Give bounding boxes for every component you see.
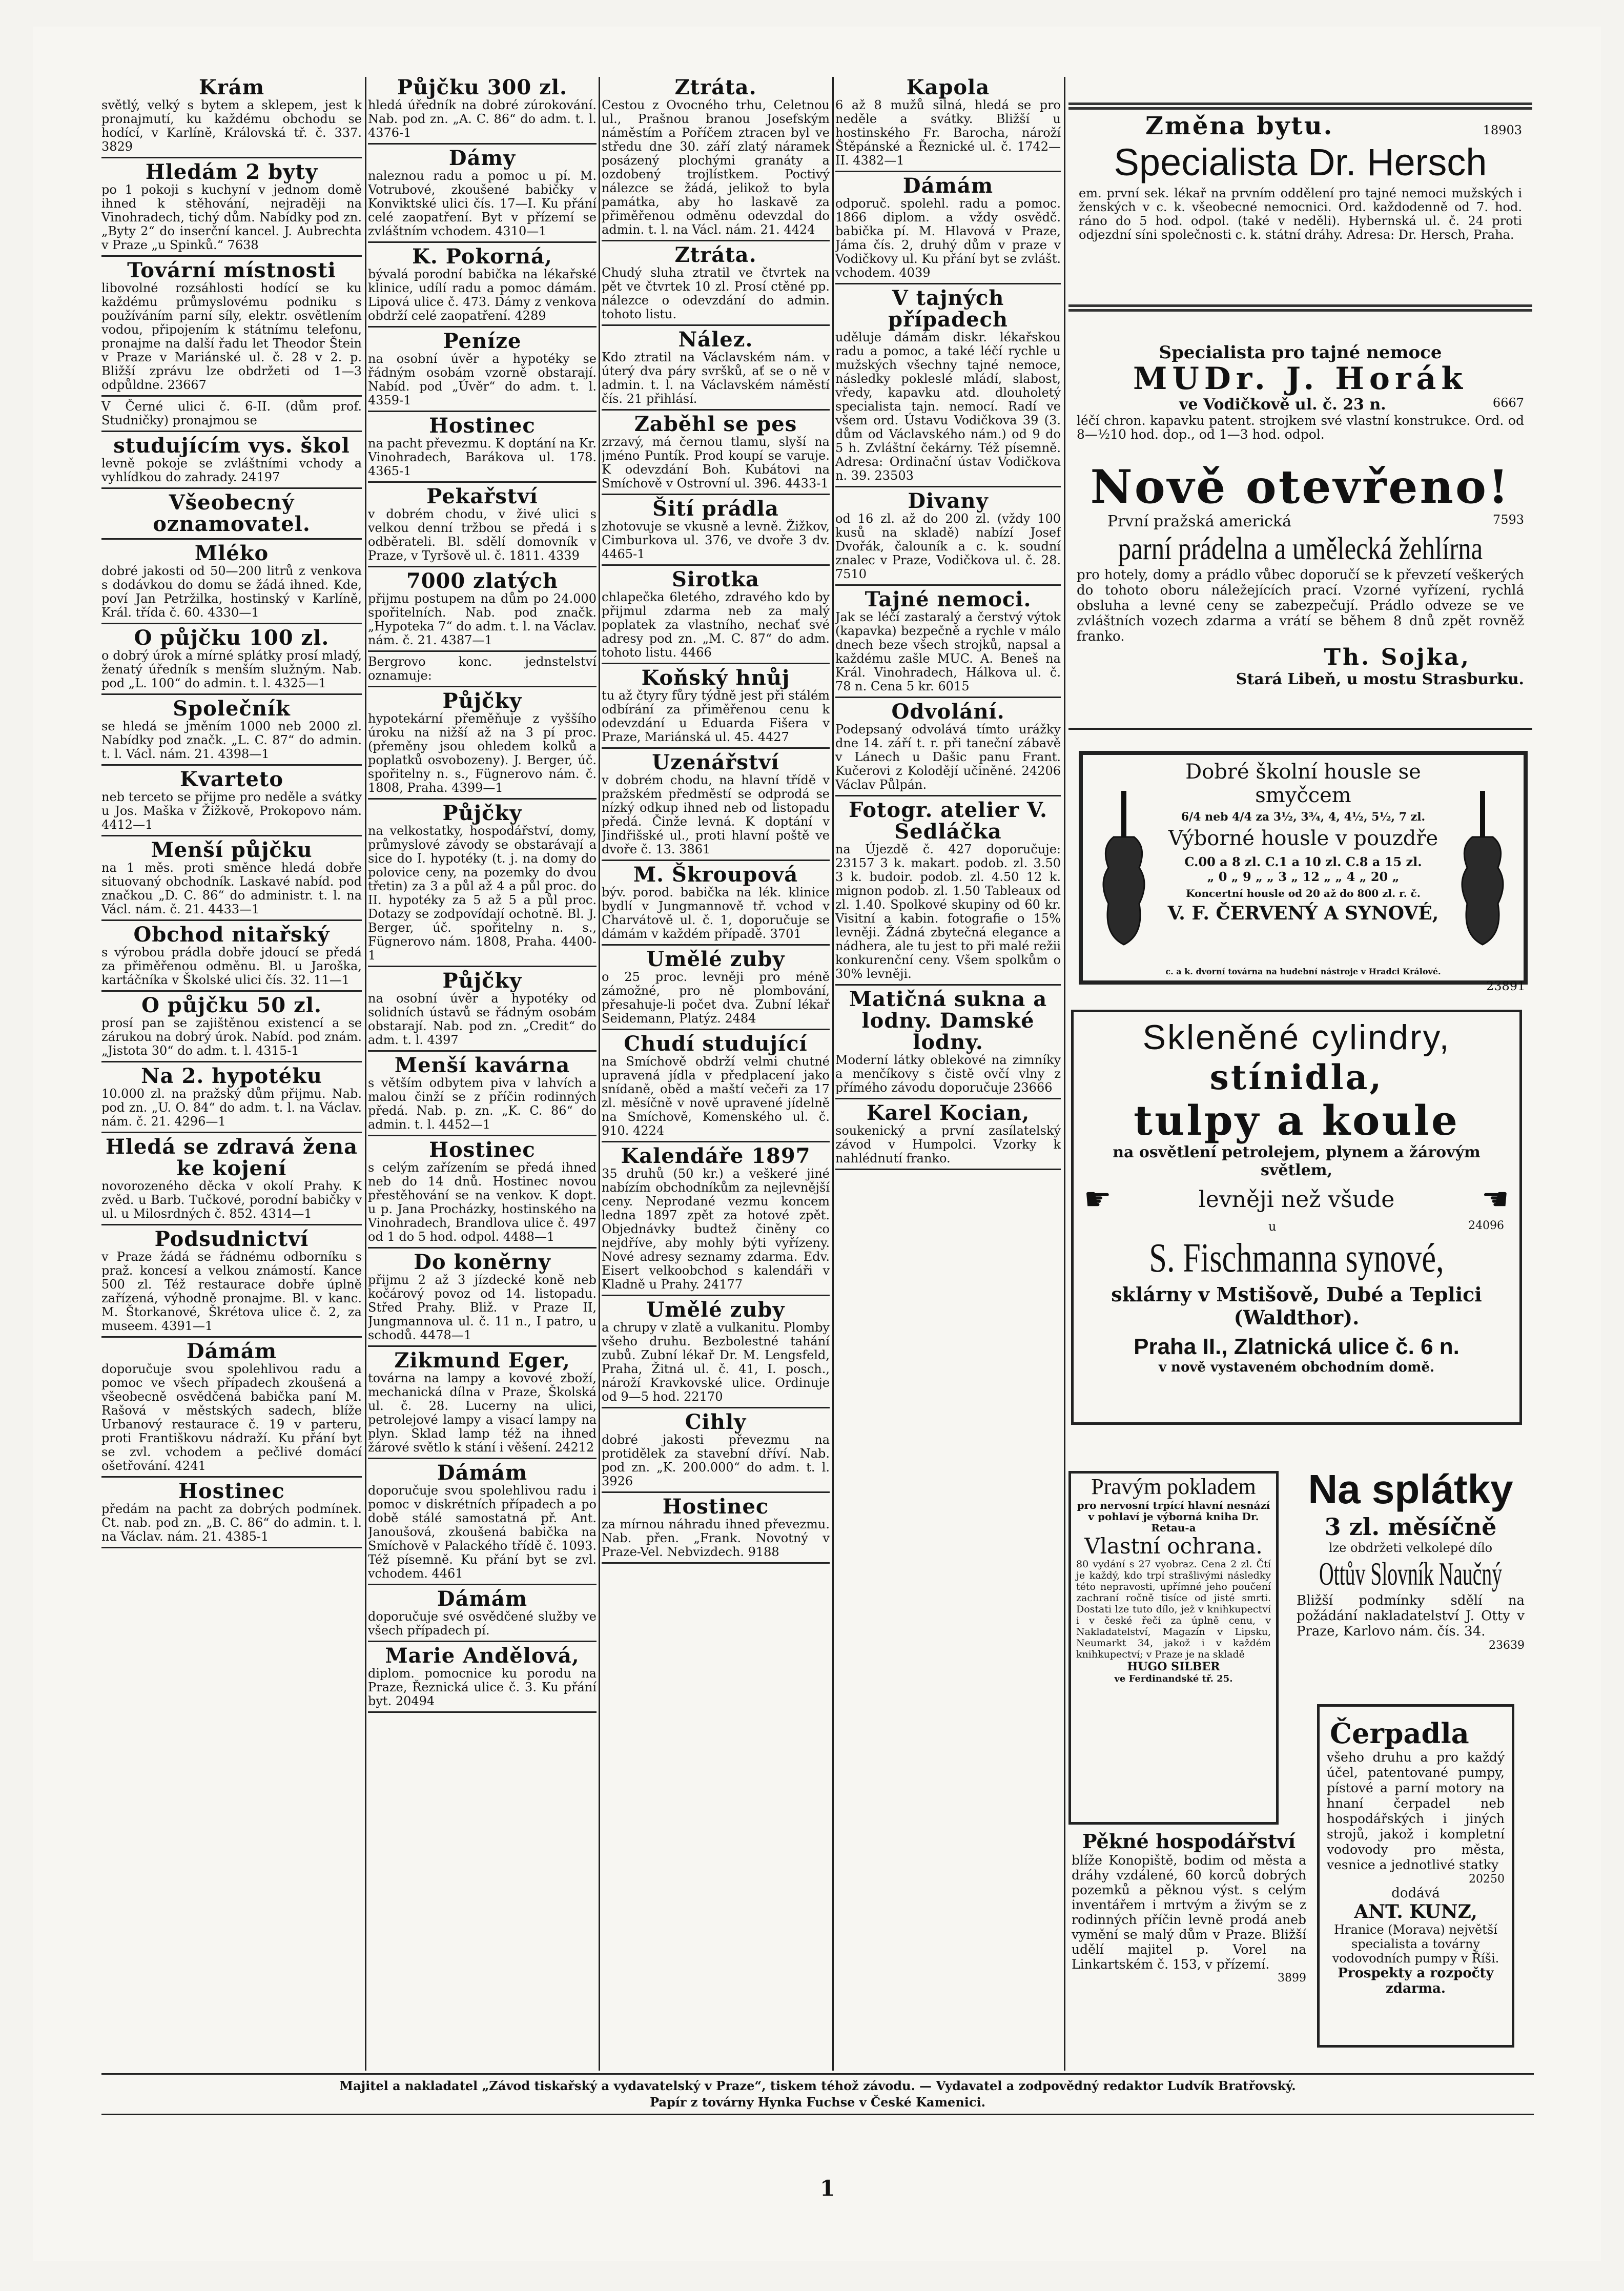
ad-heading: Na 2. hypotéku: [141, 1064, 322, 1088]
ad-heading: Půjčky: [442, 969, 522, 993]
ad-name: HUGO SILBER: [1127, 1660, 1220, 1673]
classified-ad: [368, 1055, 597, 1136]
ad-heading: Divany: [908, 489, 989, 513]
classified-ad: [602, 1496, 830, 1564]
ad-body: doporučuje svou spolehlivou radu a pomoc ve všech případech zkoušená a všeobecně osvědčená babička paní M. Rašová v městských sadech, blíže Urbanový restaurace č. 19 v parteru, proti Františkovu nádraží. Ku přání byt se zvl. vchodem a pečlivé domácí ošetřování. 4241: [101, 1362, 362, 1473]
ad-heading: Cihly: [685, 1410, 747, 1434]
classified-ad: [602, 1146, 830, 1296]
classified-ad: [835, 77, 1061, 172]
column-1: [101, 77, 362, 2071]
violin-icon: [1093, 791, 1155, 965]
ad-hospodarstvi: [1068, 1830, 1309, 2060]
ad-body: 35 druhů (50 kr.) a veškeré jiné nabízím obchodníkům za nejlevnější ceny. Neprodané vezmu koncem ledna 1897 zpět za hotové zpět. Objednávky budtež činěny co nejdříve, aby mohly býti vyřízeny. Nové adresy seznamy zdarma. Edv. Eisert velkoobchod s kalendáři v Kladně u Prahy. 24177: [602, 1167, 830, 1292]
ad-body: na pacht převezmu. K doptání na Kr. Vinohradech, Barákova ul. 178. 4365-1: [368, 436, 597, 478]
ad-name: ANT. KUNZ,: [1354, 1901, 1477, 1922]
ad-line: „ 0 „ 9 „ „ 3 „ 12 „ „ 4 „ 20 „: [1207, 869, 1400, 884]
classified-ad: [368, 690, 597, 800]
ad-name: Specialista Dr. Hersch: [1114, 141, 1487, 183]
ad-number: 20250: [1469, 1873, 1505, 1886]
column-rule: [365, 77, 366, 2071]
ad-line: Výborné housle v pouzdře: [1168, 827, 1438, 850]
ad-body: v dobrém chodu, v živé ulici s velkou denní tržbou se předá i s odběrateli. Bl. sdělí domovník v Praze, v Tyršově ul. č. 1811. 4339: [368, 507, 597, 563]
ad-number: 3899: [1278, 1972, 1306, 1985]
ad-line: sklárny v Mstišově, Dubé a Teplici (Waldthor).: [1111, 1283, 1482, 1329]
ad-title: Změna bytu.: [1145, 112, 1334, 140]
classified-ad: [602, 414, 830, 495]
classified-ad: [602, 244, 830, 326]
ad-line: c. a k. dvorní továrna na hudební nástroje v Hradci Králové.: [1165, 967, 1441, 976]
ad-line: Na splátky: [1308, 1466, 1513, 1512]
classified-ad: [101, 769, 362, 836]
ad-body: doporučuje své osvědčené služby ve všech případech pí.: [368, 1609, 597, 1638]
hand-pointer-icon: ☛: [1084, 1181, 1112, 1217]
column-2: [368, 77, 597, 2071]
ad-line: Čerpadla: [1330, 1717, 1469, 1750]
ad-heading: V tajných případech: [888, 286, 1008, 332]
classified-ad: [602, 329, 830, 411]
classified-ad: [368, 970, 597, 1052]
ad-body: s výrobou prádla dobře jdoucí se předá za přiměřenou odměnu. Bl. u Jaroška, kartáčníka v Školské ulici čís. 32. 11—1: [101, 945, 362, 987]
ad-body: přijmu 2 až 3 jízdecké koně neb kočárový povoz od 14. listopadu. Střed Prahy. Bliž. v Praze II, Jungmannova ul. č. 11 n., I patro, u schodů. 4478—1: [368, 1273, 597, 1342]
ad-line: Pěkné hospodářství: [1082, 1830, 1296, 1853]
classified-ad: [602, 498, 830, 566]
ad-sojka: [1068, 461, 1532, 730]
classified-ad: [602, 1412, 830, 1493]
ad-body: od 16 zl. až do 200 zl. (vždy 100 kusů na skladě) nabízí Josef Dvořák, čalouník a c. k. soudní znalec v Praze, Vodičkova ul. č. 28. 7510: [835, 512, 1061, 581]
classified-ad: [368, 803, 597, 967]
classified-ad: [101, 1136, 362, 1225]
ad-body: na Újezdě č. 427 doporučuje: 23157 3 k. makart. podob. zl. 3.50 3 k. budoir. podob. zl. 4.50 12 k. mignon podob. zl. 1.50 Tableaux od zl. 1.40. Spolkové skupiny od 60 kr. Visitní a kabin. fotografie o 15% levněji. Žádná zbytečná elegance a nádhera, ale tu jest to při malé režii konkurenční ceny. Všem spolkům o 30% levněji.: [835, 842, 1061, 981]
ad-heading: Hostinec: [429, 414, 536, 438]
ad-body: po 1 pokoji s kuchyní v jednom domě ihned k stěhování, nejraději na Vinohradech, tichý dům. Nabídky pod zn. „Byty 2“ do inserční kancel. J. Aubrechta v Praze „u Spinků.“ 7638: [101, 182, 362, 252]
classified-ad: [835, 800, 1061, 986]
classified-ad: [101, 840, 362, 921]
ad-name: MUDr. J. Horák: [1133, 361, 1468, 397]
ad-text: 80 vydání s 27 vyobraz. Cena 2 zl. Čtí je každý, kdo trpí strašlivými následky této nepravosti, upřímné jeho poučení zachraní ročně tisíce od jisté smrti. Dostati lze tuto dílo, jež v knihkupectví i v české řeči za úplně cenu, v Nakladatelství, Magazín v Lipsku, Neumarkt 34, jakož i v každém knihkupectví; v Praze je na skladě: [1076, 1559, 1271, 1660]
ad-body: naleznou radu a pomoc u pí. M. Votrubové, zkoušené babičky v Konviktské ulici čís. 17—I. Ku přání celé zaopatření. Byt v přízemí se zvláštním vchodem. 4310—1: [368, 169, 597, 238]
classified-ad: [602, 1033, 830, 1142]
classified-ad: [368, 570, 597, 652]
ad-body: Podepsaný odvolává tímto urážky dne 14. září t. r. při taneční zábavě v Lánech u Dašic panu Frant. Kučerovi z Kolodějí učiněné. 24206 Václav Půlpán.: [835, 722, 1061, 792]
ad-heading: Ztráta.: [674, 77, 757, 99]
ad-heading: Půjčky: [442, 801, 522, 825]
column-rule: [599, 77, 600, 2071]
ad-line: stínidla,: [1209, 1057, 1384, 1097]
classified-ad: [101, 400, 362, 432]
classified-ad: [368, 1645, 597, 1713]
ad-body: odporuč. spolehl. radu a pomoc. 1866 diplom. a vždy osvědč. babička pí. M. Hlavová v Praze, Jáma čís. 2, druhý dům v praze v Vodičkovy ul. Ku přání byt se zvlášt. vchodem. 4039: [835, 196, 1061, 280]
classified-ad: [368, 415, 597, 483]
ad-heading: Pekařství: [426, 484, 538, 508]
ad-body: bývalá porodní babička na lékařské klinice, udílí radu a pomoc dámám. Lipová ulice č. 473. Dámy z venkova obdrží celé zaopatření. 4289: [368, 267, 597, 323]
ad-body: tu až čtyry fůry týdně jest při stálém odbírání za přiměřenou cenu k odevzdání u Eduarda Fišera v Praze, Mariánská ul. 45. 4427: [602, 688, 830, 744]
ad-heading: K. Pokorná,: [412, 244, 552, 269]
ad-heading: Dámám: [437, 1461, 528, 1485]
ad-big: parní prádelna a umělecká žehlírna: [1118, 531, 1483, 566]
ad-body: s celým zařízením se předá ihned neb do 14 dnů. Hostinec novou přestěhování se na venkov. K dopt. u p. Jana Procházky, hostinského na Vinohradech, Brandlova ulice č. 497 od 1 do 5 hod. odpol. 4488—1: [368, 1160, 597, 1244]
classified-ad: [101, 698, 362, 766]
classified-ad: [101, 1066, 362, 1133]
ad-body: diplom. pomocnice ku porodu na Praze, Řeznická ulice č. 3. Ku přání byt. 20494: [368, 1666, 597, 1708]
ad-body: býv. porod. babička na lék. klinice bydlí v Jungmannově tř. vchod v Charvátově ul. č. 1, doporučuje se dámám v každém případě. 3701: [602, 885, 830, 941]
ad-line: 3 zl. měsíčně: [1324, 1513, 1497, 1541]
ad-heading: Hledá se zdravá žena ke kojení: [105, 1135, 358, 1180]
ad-body: V Černé ulici č. 6-II. (dům prof. Studničky) pronajmou se: [101, 399, 362, 427]
ad-name: Th. Sojka,: [1324, 644, 1471, 670]
classified-ad: [602, 569, 830, 664]
ad-heading: Peníze: [443, 329, 522, 353]
ad-heading: Sirotka: [672, 567, 759, 591]
ad-body: levně pokoje se zvláštními vchody a vyhlídkou do zahrady. 24197: [101, 456, 362, 484]
ad-body: předám na pacht za dobrých podmínek. Ct. nab. pod zn. „B. C. 86“ do admin. t. l. na Václav. nám. 21. 4385-1: [101, 1502, 362, 1544]
ad-heading: Společník: [173, 697, 291, 721]
ad-line: Dobré školní housle se smyčcem: [1185, 760, 1421, 807]
ad-line: 6/4 neb 4/4 za 3½, 3¾, 4, 4½, 5½, 7 zl.: [1181, 810, 1426, 824]
ad-text: em. první sek. lékař na prvním oddělení pro tajné nemoci mužských i ženských v c. k. všeobecné nemocnici. Ord. každodenně od 7. hod. ráno do 5 hod. odpol. (také v neděli). Hybernská ul. č. 24 proti odjezdní síni společnosti c. k. státní dráhy. Adresa: Dr. Hersch, Praha.: [1079, 186, 1522, 242]
ad-body: Chudý sluha ztratil ve čtvrtek na pět ve čtvrtek 10 zl. Prosí ctěné pp. nálezce o odevzdání do admin. tohoto listu.: [602, 265, 830, 321]
ad-body: novorozeného děcka v okolí Prahy. K zvěd. u Barb. Tučkové, porodní babičky v ul. u Milosrdných č. 852. 4314—1: [101, 1179, 362, 1221]
ad-body: uděluje dámám diskr. lékařskou radu a pomoc, a také léčí rychle u mužských všechny tajné nemoce, následky pokleslé mládí, slabost, vředy, kapavku atd. dlouholetý specialista tajn. nemocí. Radí ve všem ord. Ústavu Vodičkova 39 (3. dům od Václavského nám.) od 9 do 5 h. Zvláštní čekárny. Též písemně. Adresa: Ordinační ústav Vodičkova n. 39. 23503: [835, 330, 1061, 483]
ad-hersch: [1068, 103, 1532, 312]
ad-line: ve Ferdinandské tř. 25.: [1114, 1673, 1233, 1684]
classified-ad: [835, 701, 1061, 796]
classified-ad: [602, 1299, 830, 1408]
ad-text: pro nervosní trpící hlavní nesnází v pohlaví je výborná kniha Dr. Retau-a: [1077, 1499, 1270, 1534]
ad-body: na osobní úvěr a hypotéky od solidních ústavů se řádným osobám obstarají. Nab. pod zn. „Credit“ do adm. t. l. 4397: [368, 991, 597, 1047]
classified-ad: [368, 486, 597, 567]
ad-heading: Krám: [198, 77, 265, 99]
hand-pointer-icon: ☛: [1482, 1181, 1509, 1217]
ad-place: Stará Libeň, u mostu Strasburku.: [1236, 670, 1524, 688]
ad-heading: Chudí studující: [624, 1032, 808, 1056]
ad-line: na osvětlení petrolejem, plynem a žárovým světlem,: [1113, 1143, 1481, 1179]
classified-ad: [101, 1229, 362, 1338]
classified-ad: [368, 1252, 597, 1347]
ad-body: dobré jakosti převezmu na protidělek za stavební dříví. Nab. pod zn. „K. 200.000“ do adm. t. l. 3926: [602, 1433, 830, 1488]
ad-heading: Obchod nitařský: [133, 923, 330, 947]
classified-ad: [368, 655, 597, 687]
ad-title: Nově otevřeno!: [1090, 461, 1511, 514]
classified-ad: [835, 1102, 1061, 1170]
ad-body: továrna na lampy a kovové zboží, mechanická dílna v Praze, Školská ul. č. 28. Lucerny na ulici, petrolejové lampy a visací lampy na plyn. Sklad lamp též na ihned žárové světlo k stání i věšení. 24212: [368, 1371, 597, 1455]
ad-line: Ottův Slovník Naučný: [1319, 1556, 1503, 1592]
column-3: [602, 77, 830, 2071]
ad-housle: [1079, 751, 1528, 985]
ad-body: hledá úředník na dobré zúrokování. Nab. pod zn. „A. C. 86“ do adm. t. l. 4376-1: [368, 98, 597, 140]
ad-heading: Umělé zuby: [646, 947, 785, 971]
page-mark: 1: [820, 2176, 835, 2201]
ad-heading: Marie Andělová,: [385, 1644, 580, 1668]
classified-ad: [368, 148, 597, 243]
ad-heading: Všeobecný oznamovatel.: [153, 490, 311, 536]
ad-line: lze obdržeti velkolepé dílo: [1328, 1541, 1493, 1555]
ad-body: 6 až 8 mužů silná, hledá se pro neděle a svátky. Bližší u hostinského Fr. Barocha, nároží Štěpánské a Řeznické ul. č. 1742—II. 4382—1: [835, 98, 1061, 168]
ad-line: Praha II., Zlatnická ulice č. 6 n.: [1134, 1334, 1459, 1359]
classified-ad: [101, 627, 362, 695]
ad-body: za mírnou náhradu ihned převezmu. Nab. přen. „Frank. Novotný v Praze-Vel. Nebvizdech. 9188: [602, 1517, 830, 1559]
ad-body: světlý, velký s bytem a sklepem, jest k pronajmutí, ku každému obchodu se hodící, v Karlíně, Královská tř. č. 337. 3829: [101, 98, 362, 154]
ad-heading: Umělé zuby: [646, 1298, 785, 1322]
ad-head: Specialista pro tajné nemoce: [1159, 343, 1442, 363]
ad-splatky: [1291, 1466, 1530, 1702]
ad-heading: Tajné nemoci.: [865, 587, 1032, 611]
footer-line: Papír z továrny Hynka Fuchse v České Kamenici.: [650, 2095, 985, 2110]
ad-heading: Dámy: [448, 146, 516, 170]
ad-line: levněji než všude: [1198, 1186, 1395, 1213]
ad-heading: Kvarteto: [179, 767, 284, 791]
ad-body: hypotekární přeměňuje z vyššího úroku na nižší až na 3 pí proc. (přeměny jsou ohledem kolků a poplatků osvobozeny). J. Berger, úč. spořitelny n. s., Fügnerovo nám. č. 1808, Praha. 4399—1: [368, 711, 597, 795]
classified-ad: [602, 864, 830, 946]
classified-ad: [101, 161, 362, 257]
ad-line: S. Fischmanna synové,: [1149, 1236, 1444, 1281]
ad-heading: O půjčku 50 zl.: [141, 993, 322, 1017]
ad-heading: O půjčku 100 zl.: [134, 626, 330, 650]
ad-body: soukenický a první zasílatelský závod v Humpolci. Vzorky k nahlédnutí franko.: [835, 1123, 1061, 1165]
ad-body: Bergrovo konc. jednstelství oznamuje:: [368, 654, 597, 683]
ad-body: v Praze žádá se řádnému odborníku s praž. koncesí a velkou známostí. Kance 500 zl. Též restaurace dobře úplně zařízená, výhodně pronajme. Bl. v kanc. M. Štorkanové, Škrétova ulice č. 2, za museem. 4391—1: [101, 1250, 362, 1333]
ad-heading: Šití prádla: [652, 497, 779, 521]
classified-ad: [602, 949, 830, 1030]
ad-heading: Koňský hnůj: [641, 666, 790, 690]
ad-body: Cestou z Ovocného trhu, Celetnou ul., Prašnou branou Josefským náměstím a Poříčem ztracen byl ve středu dne 30. září zlatý náramek posázený plochými granáty a ozdobený trojlístkem. Poctivý nálezce se žádá, jelikož to byla památka, aby ho laskavě za přiměřenou odměnu odevzdal do admin. t. l. na Václ. nám. 21. 4424: [602, 98, 830, 237]
ad-line: Pravým pokladem: [1091, 1474, 1256, 1499]
ad-line: Hranice (Morava) největší specialista a továrny vodovodních pumpy v Říši.: [1332, 1922, 1499, 1966]
ad-text: léčí chron. kapavku patent. strojkem své vlastní konstrukce. Ord. od 8—½10 hod. dop., od 1—3 hod. odpol.: [1077, 413, 1524, 442]
classified-ad: [835, 989, 1061, 1099]
ad-heading: Hostinec: [662, 1495, 769, 1519]
ad-heading: Dámám: [186, 1339, 277, 1363]
ad-heading: Nález.: [678, 328, 753, 352]
ad-body: neb terceto se přijme pro neděle a svátky u Jos. Maška v Žižkově, Prokopovo nám. 4412—1: [101, 790, 362, 832]
ad-heading: Mléko: [194, 541, 269, 565]
ad-body: na 1 měs. proti směnce hledá dobře situovaný obchodník. Laskavé nabíd. pod značkou „D. C. 86“ do administr. t. l. na Václ. nám. č. 21. 4433—1: [101, 861, 362, 916]
ad-heading: Dámám: [437, 1587, 528, 1611]
classified-ad: [101, 543, 362, 624]
ad-line: Koncertní housle od 20 až do 800 zl. r. č.: [1186, 887, 1421, 899]
classified-ad: [101, 1341, 362, 1478]
classified-ad: [602, 667, 830, 749]
ad-body: prosí pan se zajištěnou existencí a se zárukou na dobrý úrok. Nabíd. pod znám. „Jistota 30“ do adm. t. l. 4315-1: [101, 1016, 362, 1058]
ad-line: C.00 a 8 zl. C.1 a 10 zl. C.8 a 15 zl.: [1184, 854, 1422, 869]
ad-heading: Do koněrny: [414, 1250, 551, 1274]
ad-heading: Menší kavárna: [394, 1053, 570, 1077]
classified-ad: [101, 77, 362, 158]
ad-heading: 7000 zlatých: [406, 569, 559, 593]
column-4: [835, 77, 1061, 2071]
ad-cerpadla: [1317, 1704, 1514, 2048]
ad-body: přijmu postupem na dům po 24.000 spořitelních. Nab. pod značk. „Hypoteka 7“ do adm. t. l. na Václav. nám. č. 21. 4387—1: [368, 591, 597, 647]
ad-body: v dobrém chodu, na hlavní třídě v pražském předměstí se odprodá se nízký odkup ihned neb od listopadu předá. Činže levná. K doptání v Jindřišské ul., proti hlavní poště ve dvoře č. 13. 3861: [602, 773, 830, 856]
ad-heading: Ztráta.: [674, 243, 757, 267]
ad-body: zhotovuje se vkusně a levně. Žižkov, Cimburkova ul. 376, ve dvoře 3 dv. 4465-1: [602, 519, 830, 561]
ad-line: ve Vodičkově ul. č. 23 n.: [1179, 396, 1386, 414]
ad-heading: studujícím vys. škol: [113, 434, 350, 458]
ad-name: V. F. ČERVENÝ A SYNOVÉ,: [1167, 903, 1439, 924]
ad-number: 23891: [1486, 979, 1526, 993]
ad-heading: Fotogr. atelier V. Sedláčka: [849, 798, 1047, 844]
ad-heading: Matičná sukna a lodny. Damské lodny.: [849, 987, 1047, 1054]
ad-body: libovolné rozsáhlosti hodící se ku každému průmyslovému podniku s používáním parní síly, elektr. osvětlením vodou, připojením k státnímu telefonu, pronajme na další řadu let Theodor Štein v Praze v Mariánské ul. č. 28 v 2. p. Bližší zprávu lze obdržeti od 1—3 odpůldne. 23667: [101, 281, 362, 392]
ad-heading: M. Škroupová: [633, 863, 798, 887]
ad-body: s větším odbytem piva v lahvích a malou činží se z příčin rodinných předá. Nab. p. zn. „K. C. 86“ do admin. t. l. 4452—1: [368, 1076, 597, 1132]
classified-ad: [101, 435, 362, 489]
classified-ad: [368, 331, 597, 412]
ad-line: Prospekty a rozpočty zdarma.: [1338, 1966, 1494, 1996]
ad-heading: Hostinec: [429, 1138, 536, 1162]
ad-title: Vlastní ochrana.: [1084, 1533, 1263, 1559]
ad-text: všeho druhu a pro každý účel, patentované pumpy, pístové a parní motory na hnaní čerpadel neb hospodářských i jiných strojů, jakož i kompletní vodovody pro města, vesnice a jednotlivé statky: [1327, 1750, 1505, 1872]
ad-body: dobré jakosti od 50—200 litrů z venkova s dodávkou do domu se žádá ihned. Kde, poví Jan Petržilka, hostinský v Karlíně, Král. třída č. 60. 4330—1: [101, 564, 362, 620]
ad-body: 10.000 zl. na pražský dům přijmu. Nab. pod zn. „U. O. 84“ do adm. t. l. na Václav. nám. č. 21. 4296—1: [101, 1087, 362, 1129]
ad-heading: Karel Kocian,: [866, 1101, 1030, 1125]
classified-ad: [101, 924, 362, 992]
classified-ad: [101, 260, 362, 397]
column-rule: [1064, 77, 1065, 2071]
ad-body: se hledá se jměním 1000 neb 2000 zl. Nabídky pod značk. „L. C. 87“ do admin. t. l. Václ. nám. 21. 4398—1: [101, 719, 362, 761]
ad-horak: [1068, 343, 1532, 461]
ad-line: Skleněné cylindry,: [1142, 1018, 1451, 1057]
classified-ad: [602, 752, 830, 861]
ad-heading: Zaběhl se pes: [634, 412, 797, 436]
ad-line: dodává: [1391, 1886, 1440, 1901]
classified-ad: [835, 589, 1061, 698]
classified-ad: [101, 995, 362, 1062]
classified-ad: [101, 492, 362, 540]
ad-number: 6667: [1492, 396, 1524, 410]
classified-ad: [368, 1350, 597, 1459]
classified-ad: [368, 1462, 597, 1585]
ad-heading: Tovární místnosti: [127, 258, 336, 282]
ad-sub: První pražská americká: [1107, 513, 1292, 530]
ad-heading: Kalendáře 1897: [621, 1144, 811, 1168]
ad-number: 24096: [1468, 1219, 1504, 1232]
ad-body: zrzavý, má černou tlamu, slyší na jméno Puntík. Prod koupí se varuje. K odevzdání Boh. Kubátovi na Smíchově v Ostrovní ul. 396. 4433-1: [602, 435, 830, 490]
classified-ad: [101, 1481, 362, 1548]
footer-line: Majitel a nakladatel „Závod tiskařský a vydavatelský v Praze“, tiskem téhož závodu. — Vydavatel a zodpovědný redaktor Ludvík Bratřovský.: [339, 2078, 1296, 2093]
ad-text: blíže Konopiště, bodim od města a dráhy vzdálené, 60 korců dobrých pozemků a pěknou výst. s celým inventářem i mrtvým a živým se z rodinných příčin levně prodá aneb vymění se malý dům v Praze. Bližší udělí majitel p. Vorel na Linkartském č. 153, v přízemí.: [1072, 1853, 1306, 1972]
ad-heading: Zikmund Eger,: [394, 1348, 570, 1373]
ad-heading: Půjčky: [442, 689, 522, 713]
ad-heading: Uzenářství: [652, 750, 779, 774]
ad-heading: Podsudnictví: [154, 1227, 309, 1251]
ad-body: doporučuje svou spolehlivou radu i pomoc v diskrétních případech a po době stálé samostatná př. Ant. Janoušová, zkoušená babička na Smíchově v Palackého třídě č. 1093. Též písemně. Ku přání byt se zvl. vchodem. 4461: [368, 1483, 597, 1581]
ad-body: Moderní látky oblekové na zimníky a menčíkovy s čistě ovčí vlny z přímého závodu doporučuje 23666: [835, 1053, 1061, 1095]
classified-ad: [835, 288, 1061, 487]
ad-number: 23639: [1489, 1639, 1525, 1652]
ad-heading: Hledám 2 byty: [145, 160, 318, 184]
ad-body: na velkostatky, hospodářství, domy, průmyslové závody se obstarávají a sice do I. hypotéky (t. j. na domy do polovice ceny, na pozemky do dvou třetin) za 3 a půl až 4 a půl proc. do II. hypotéky za 5 až 5 a půl proc. Dotazy se zodpovídají ochotně. Bl. J. Berger, úč. spořitelny n. s., Fügnerovo nám. 1808, Praha. 4400-1: [368, 824, 597, 963]
classified-ad: [602, 77, 830, 241]
ad-number: 18903: [1483, 123, 1522, 137]
classified-ad: [835, 175, 1061, 284]
ad-text: Bližší podmínky sdělí na požádání nakladatelství J. Otty v Praze, Karlovo nám. čís. 34.: [1297, 1593, 1525, 1639]
ad-heading: Dámám: [902, 174, 994, 198]
ad-heading: Kapola: [906, 77, 990, 99]
ad-body: Kdo ztratil na Václavském nám. v úterý dva páry svršků, ať se o ně v admin. t. l. na Václavském náměstí čís. 21 přihlásí.: [602, 350, 830, 406]
ad-number: 7593: [1492, 513, 1524, 527]
ad-body: o 25 proc. levněji pro méně zámožné, pro ně plombování, přesahuje-li počet dva. Zubní lékař Seidemann, Platýz. 2484: [602, 970, 830, 1026]
ad-body: o dobrý úrok a mírné splátky prosí mladý, ženatý úředník s menším služným. Nab. pod „L. 100“ do admin. t. l. 4325—1: [101, 648, 362, 690]
ad-line: tulpy a koule: [1134, 1096, 1459, 1144]
ad-line: v nově vystaveném obchodním domě.: [1158, 1360, 1435, 1375]
column-rule: [832, 77, 834, 2071]
page-footer: [101, 2073, 1534, 2115]
ad-body: na osobní úvěr a hypotéky se řádným osobám vzorně obstarají. Nabíd. pod „Úvěr“ do adm. t. l. 4359-1: [368, 352, 597, 407]
violin-icon: [1452, 791, 1513, 965]
classified-ad: [835, 490, 1061, 586]
ad-body: na Smíchově obdrží velmi chutné upravená jídla v předplacení jako snídaně, oběd a maští večeři za 17 zl. měsíčně v nově upravené jídelně na Smíchově, Komenského ul. č. 910. 4224: [602, 1054, 830, 1138]
ad-heading: Hostinec: [178, 1479, 285, 1503]
ad-body: a chrupy v zlatě a vulkanitu. Plomby všeho druhu. Bezbolestné tahání zubů. Zubní lékař Dr. M. Lengsfeld, Praha, Žitná ul. č. 41, I. posch., nároží Kravkovské ulice. Ordinuje od 9—5 hod. 22170: [602, 1320, 830, 1404]
ad-heading: Půjčku 300 zl.: [397, 77, 567, 99]
classified-ad: [368, 1588, 597, 1642]
ad-heading: Menší půjčku: [151, 838, 313, 862]
classified-ad: [368, 77, 597, 145]
ad-heading: Odvolání.: [891, 700, 1005, 724]
ad-fischmann: [1071, 1010, 1522, 1425]
ad-body: Jak se léčí zastaralý a čerstvý výtok (kapavka) bezpečně a rychle v málo dnech beze všech strojků, napsal a každému zašle MUC. A. Beneš na Král. Vinohradech, Hálkova ul. č. 78 n. Cena 5 kr. 6015: [835, 610, 1061, 693]
ad-body: chlapečka 6letého, zdravého kdo by přijmul zdarma neb za malý poplatek za vlastního, nechať své adresy pod zn. „M. C. 87“ do adm. tohoto listu. 4466: [602, 590, 830, 660]
ad-text: pro hotely, domy a prádlo vůbec doporučí se k převzetí veškerých do tohoto oboru náležejících prací. Vzorné vyřízení, rychlá obsluha a levné ceny se zabezpečují. Prádlo odveze se ve zvláštních vozech zdarma a vrátí se během 8 dnů zpět rovněž franko.: [1077, 567, 1524, 644]
classified-ad: [368, 1139, 597, 1249]
ad-line: u: [1268, 1219, 1277, 1234]
ad-poklad: [1068, 1471, 1279, 1825]
classified-ad: [368, 246, 597, 328]
